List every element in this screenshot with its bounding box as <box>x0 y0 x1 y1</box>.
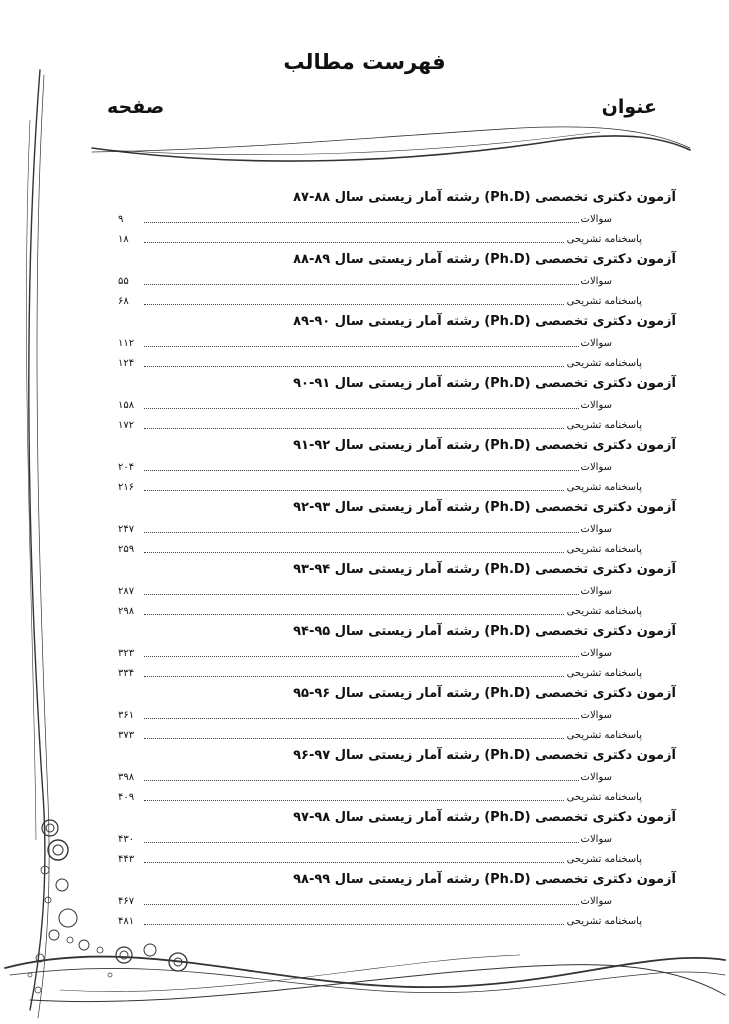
toc-page-number: ۲۴۷ <box>118 524 135 535</box>
toc-section-heading[interactable]: آزمون دکتری تخصصی (Ph.D) رشته آمار زیستی سال ۸۸-۸۷ <box>293 190 676 205</box>
toc-entry-answers[interactable] <box>0 539 729 559</box>
toc-section-heading[interactable]: آزمون دکتری تخصصی (Ph.D) رشته آمار زیستی سال ۹۰-۸۹ <box>293 314 676 329</box>
toc-section-heading[interactable]: آزمون دکتری تخصصی (Ph.D) رشته آمار زیستی سال ۹۷-۹۶ <box>293 748 676 763</box>
toc-entry-questions[interactable] <box>0 519 729 539</box>
toc-entry-label: سوالات <box>580 648 612 659</box>
toc-page-number: ۳۶۱ <box>118 710 135 721</box>
toc-entry-answers[interactable] <box>0 911 729 931</box>
dot-leader <box>144 464 579 471</box>
toc-page-number: ۱۷۲ <box>118 419 135 431</box>
toc-entry-label: سوالات <box>580 338 612 349</box>
dot-leader <box>144 526 579 533</box>
toc-entry-answers[interactable] <box>0 787 729 807</box>
toc-section-heading[interactable]: آزمون دکتری تخصصی (Ph.D) رشته آمار زیستی سال ۹۲-۹۱ <box>293 438 676 453</box>
toc-section <box>0 868 729 930</box>
dot-leader <box>144 774 579 781</box>
toc-section <box>0 372 729 434</box>
toc-section <box>0 496 729 558</box>
toc-section <box>0 434 729 496</box>
toc-entry-questions[interactable] <box>0 705 729 725</box>
toc-page-number: ۲۵۹ <box>118 543 135 555</box>
toc-entry-label: پاسخنامه تشریحی <box>566 667 642 679</box>
toc-page-number: ۳۳۴ <box>118 667 135 679</box>
toc-entry-label: سوالات <box>580 400 612 411</box>
toc-entry-label: پاسخنامه تشریحی <box>566 729 642 741</box>
toc-entry-questions[interactable] <box>0 457 729 477</box>
toc-section-heading[interactable]: آزمون دکتری تخصصی (Ph.D) رشته آمار زیستی سال ۹۳-۹۲ <box>293 500 676 515</box>
toc-section <box>0 744 729 806</box>
toc-entry-label: پاسخنامه تشریحی <box>566 543 642 555</box>
toc-entry-answers[interactable] <box>0 663 729 683</box>
dot-leader <box>144 360 572 367</box>
toc-entry-answers[interactable] <box>0 291 729 311</box>
bottom-border-swirl <box>30 965 725 1002</box>
dot-leader <box>144 340 579 347</box>
toc-entry-label: سوالات <box>580 462 612 473</box>
dot-leader <box>144 918 572 925</box>
toc-entry-label: پاسخنامه تشریحی <box>566 481 642 493</box>
toc-entry-label: پاسخنامه تشریحی <box>566 605 642 617</box>
toc-section <box>0 186 729 248</box>
toc-entry-questions[interactable] <box>0 209 729 229</box>
toc-entry-questions[interactable] <box>0 643 729 663</box>
toc-entry-answers[interactable] <box>0 353 729 373</box>
toc-section-heading[interactable]: آزمون دکتری تخصصی (Ph.D) رشته آمار زیستی سال ۸۹-۸۸ <box>293 252 676 267</box>
toc-page-number: ۱۱۲ <box>118 338 135 349</box>
dot-leader <box>144 650 579 657</box>
toc-page-number: ۱۸ <box>118 233 129 245</box>
dot-leader <box>144 712 579 719</box>
toc-page-number: ۱۲۴ <box>118 357 135 369</box>
toc-page-number: ۳۷۳ <box>118 729 135 741</box>
toc-section-heading[interactable]: آزمون دکتری تخصصی (Ph.D) رشته آمار زیستی سال ۹۹-۹۸ <box>293 872 676 887</box>
dot-leader <box>144 216 579 223</box>
toc-page-number: ۱۵۸ <box>118 400 135 411</box>
toc-entry-label: سوالات <box>580 524 612 535</box>
toc-entry-label: پاسخنامه تشریحی <box>566 419 642 431</box>
toc-entry-questions[interactable] <box>0 829 729 849</box>
toc-section-heading[interactable]: آزمون دکتری تخصصی (Ph.D) رشته آمار زیستی سال ۹۸-۹۷ <box>293 810 676 825</box>
dot-leader <box>144 898 579 905</box>
toc-page-number: ۴۶۷ <box>118 896 135 907</box>
toc-entry-label: سوالات <box>580 772 612 783</box>
toc-section <box>0 806 729 868</box>
dot-leader <box>144 856 572 863</box>
toc-entry-answers[interactable] <box>0 725 729 745</box>
toc-entry-label: سوالات <box>580 896 612 907</box>
toc-entry-answers[interactable] <box>0 477 729 497</box>
dot-leader <box>144 836 579 843</box>
toc-entry-questions[interactable] <box>0 767 729 787</box>
toc-page-number: ۵۵ <box>118 276 129 287</box>
toc-entry-questions[interactable] <box>0 891 729 911</box>
dot-leader <box>144 484 572 491</box>
toc-page-number: ۴۰۹ <box>118 791 135 803</box>
bottom-border-swirl <box>5 957 725 988</box>
dot-leader <box>144 608 572 615</box>
column-header-page: صفحه <box>107 96 165 118</box>
toc-page-number: ۴۸۱ <box>118 915 135 927</box>
column-header-title: عنوان <box>601 96 657 118</box>
toc-entry-questions[interactable] <box>0 271 729 291</box>
toc-entry-label: سوالات <box>580 710 612 721</box>
toc-entry-label: پاسخنامه تشریحی <box>566 853 642 865</box>
header-swirl <box>110 132 600 155</box>
header-swirl <box>92 127 690 152</box>
toc-page-number: ۲۸۷ <box>118 586 135 597</box>
toc-entry-answers[interactable] <box>0 601 729 621</box>
toc-entry-questions[interactable] <box>0 333 729 353</box>
toc-page-number: ۴۴۳ <box>118 853 135 865</box>
toc-entry-questions[interactable] <box>0 581 729 601</box>
dot-leader <box>144 732 572 739</box>
toc-entry-label: سوالات <box>580 586 612 597</box>
toc-page-number: ۳۹۸ <box>118 772 135 783</box>
toc-page-number: ۴۳۰ <box>118 834 135 845</box>
toc-entry-label: سوالات <box>580 276 612 287</box>
toc-entry-answers[interactable] <box>0 849 729 869</box>
table-of-contents <box>0 186 729 930</box>
toc-entry-label: پاسخنامه تشریحی <box>566 791 642 803</box>
toc-page-number: ۲۰۴ <box>118 462 135 473</box>
dot-leader <box>144 794 572 801</box>
toc-section-heading[interactable]: آزمون دکتری تخصصی (Ph.D) رشته آمار زیستی سال ۹۶-۹۵ <box>293 686 676 701</box>
dot-leader <box>144 546 572 553</box>
toc-section-heading[interactable]: آزمون دکتری تخصصی (Ph.D) رشته آمار زیستی سال ۹۱-۹۰ <box>293 376 676 391</box>
toc-section <box>0 248 729 310</box>
toc-entry-label: سوالات <box>580 214 612 225</box>
header-swirl <box>92 136 690 161</box>
toc-section <box>0 620 729 682</box>
toc-page-number: ۶۸ <box>118 295 129 307</box>
toc-page-number: ۲۱۶ <box>118 481 135 493</box>
dot-leader <box>144 298 572 305</box>
toc-section-heading[interactable]: آزمون دکتری تخصصی (Ph.D) رشته آمار زیستی سال ۹۵-۹۴ <box>293 624 676 639</box>
page-title: فهرست مطالب <box>283 50 446 74</box>
toc-entry-label: پاسخنامه تشریحی <box>566 915 642 927</box>
toc-section <box>0 558 729 620</box>
dot-leader <box>144 402 579 409</box>
dot-leader <box>144 588 579 595</box>
toc-entry-label: پاسخنامه تشریحی <box>566 295 642 307</box>
toc-page-number: ۳۲۳ <box>118 648 135 659</box>
dot-leader <box>144 422 572 429</box>
toc-entry-label: سوالات <box>580 834 612 845</box>
toc-entry-label: پاسخنامه تشریحی <box>566 357 642 369</box>
toc-entry-label: پاسخنامه تشریحی <box>566 233 642 245</box>
toc-section <box>0 310 729 372</box>
dot-leader <box>144 236 572 243</box>
toc-entry-questions[interactable] <box>0 395 729 415</box>
toc-section <box>0 682 729 744</box>
toc-entry-answers[interactable] <box>0 229 729 249</box>
dot-leader <box>144 670 572 677</box>
toc-section-heading[interactable]: آزمون دکتری تخصصی (Ph.D) رشته آمار زیستی سال ۹۴-۹۳ <box>293 562 676 577</box>
toc-page-number: ۲۹۸ <box>118 605 135 617</box>
toc-page-number: ۹ <box>118 214 124 225</box>
dot-leader <box>144 278 579 285</box>
toc-entry-answers[interactable] <box>0 415 729 435</box>
